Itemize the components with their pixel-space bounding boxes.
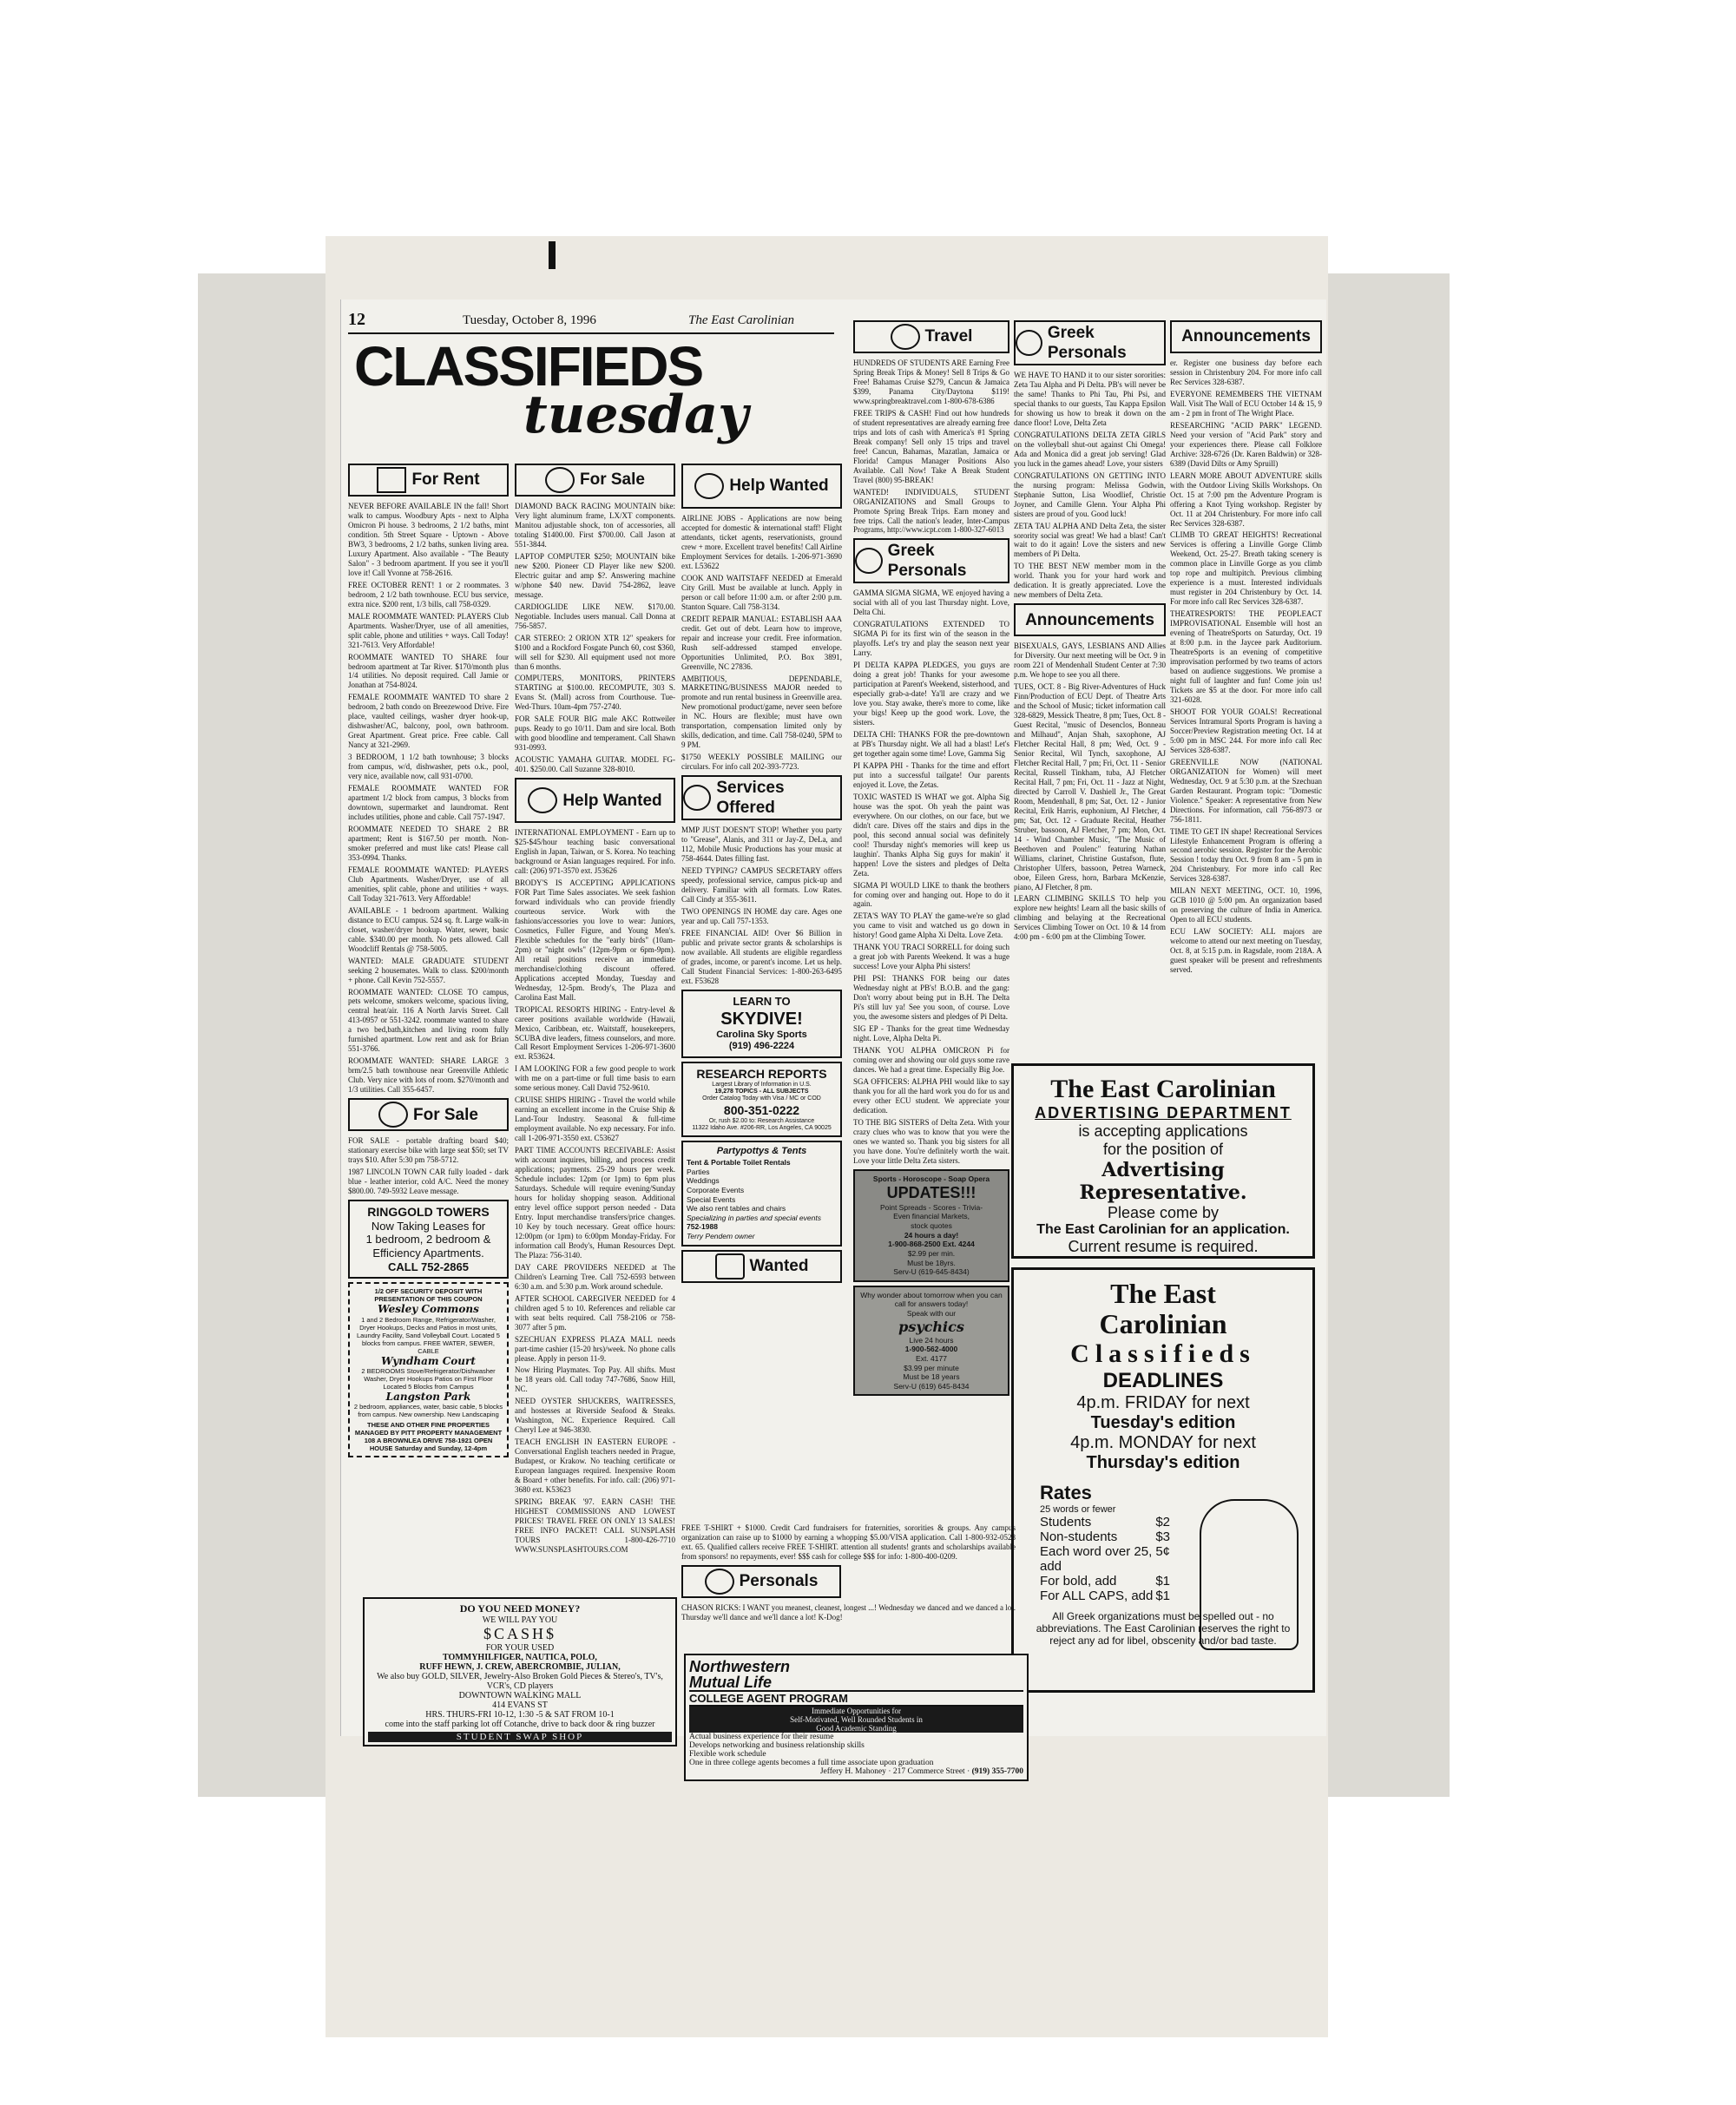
help-ad: CRUISE SHIPS HIRING - Travel the world while earning an excellent income in the Cruise Ship & Land-Tour Industry. Seasonal & full-time employment available. No exp necessary. For info. call 1-206-971-3550 ext. C53627 bbox=[515, 1095, 675, 1143]
sale-ad: FOR SALE - portable drafting board $40; stationary exercise bike with large seat $50; set TV trays $10. After 5:30 pm 758-5712. bbox=[348, 1136, 509, 1165]
sale-ad: COMPUTERS, MONITORS, PRINTERS STARTING at $100.00. RECOMPUTE, 303 S. Evans St. (Mall) across from Courthouse. Tue-Wed-Thurs. 10am-4pm 757-2740. bbox=[515, 674, 675, 712]
nw-bullet: Develops networking and business relationship skills bbox=[689, 1741, 865, 1750]
nw-headline: Good Academic Standing bbox=[816, 1724, 897, 1733]
help-ad: SPRING BREAK '97. EARN CASH! THE HIGHEST COMMISSIONS AND LOWEST PRICES! TRAVEL FREE ON ONLY 13 SALES! FREE INFO PACKET! CALL SUNSPLASH TOURS 1-800-426-7710 WWW.SUNSPLASHTOURS.COM bbox=[515, 1497, 675, 1554]
travel-ad: WANTED! INDIVIDUALS, STUDENT ORGANIZATIONS and Small Groups to Promote Spring Break Trips. Earn money and free trips. Call the nation's leader, Inter-Campus Programs, http://www.icpt.com 1-800-327-6013 bbox=[853, 487, 1009, 535]
help-wanted-title: Help Wanted bbox=[729, 477, 829, 496]
greek-title-mid: Greek Personals bbox=[887, 542, 967, 581]
rate-row bbox=[1023, 1574, 1170, 1589]
ad-dept-title: The East Carolinian bbox=[1050, 1075, 1276, 1103]
nw-program: COLLEGE AGENT PROGRAM bbox=[689, 1690, 1023, 1707]
greek-ad: CONGRATULATIONS DELTA ZETA GIRLS on the volleyball shut-out against Chi Omega! Ada and Monica did a great job serving! Glad you luck in the games ahead! Love, your sisters bbox=[1014, 430, 1166, 468]
for-sale-title: For Sale bbox=[580, 470, 645, 490]
rates-title: Rates bbox=[1040, 1482, 1092, 1504]
psychic-line: Must be 18 years bbox=[903, 1372, 960, 1382]
rate-row bbox=[1023, 1544, 1170, 1574]
cash-line: DOWNTOWN WALKING MALL bbox=[458, 1691, 582, 1700]
announcement: RESEARCHING "ACID PARK" LEGEND. Need your version of "Acid Park" story and your experiences there. Please call Folklore Archive: 328-6726 (Dr. Karen Baldwin) or 328-6389 (David Dilts or Amy Spruill) bbox=[1170, 420, 1322, 468]
coupon-ad bbox=[348, 1282, 509, 1457]
announcement: LEARN MORE ABOUT ADVENTURE skills with the Outdoor Living Skills Workshops. On Oct. 15 at 7:00 pm the Adventure Program is offering a Knot Tying workshop. Register by Oct. 11 at 204 Christenbury. For more info call Rec Services 328-6387. bbox=[1170, 470, 1322, 528]
wanted-title: Wanted bbox=[749, 1257, 809, 1276]
psychic-line: Live 24 hours bbox=[909, 1335, 954, 1345]
column-5 bbox=[1014, 317, 1166, 1059]
ad-dept-line: for the position of bbox=[1102, 1141, 1224, 1158]
wanted-personals-block bbox=[681, 1523, 1016, 1654]
greek-ad: SIGMA PI WOULD LIKE to thank the brothers for coming over and hanging out. Hope to do it again. bbox=[853, 880, 1009, 909]
services-title: Services Offered bbox=[716, 779, 785, 818]
coupon-prop-name: Wyndham Court bbox=[381, 1354, 476, 1367]
updates-title: UPDATES!!! bbox=[886, 1184, 976, 1202]
rate-label: Non-students bbox=[1040, 1529, 1118, 1545]
greek-ad: TOXIC WASTED IS WHAT we got. Alpha Sig house was the spot. Oh yeah the paint was everywhere. On our clothes, on our face, but we didn't care. Dives off the stairs and dips in the pool, this second annual social was definitely cool! Thursday night's memories will keep us laughin'. Thanks Alpha Sig guys for makin' it happen! Love the sisters and pledges of Delta Zeta. bbox=[853, 792, 1009, 878]
greek-ad: TO THE BEST NEW member mom in the world. Thank you for your hard work and dedication. It is greatly appreciated. Love the new members of Delta Zeta. bbox=[1014, 562, 1166, 600]
greek-ad: GAMMA SIGMA SIGMA, WE enjoyed having a social with all of you last Thursday night. Love, Delta Chi. bbox=[853, 589, 1009, 617]
rates-list bbox=[1023, 1515, 1170, 1603]
help-ad: DAY CARE PROVIDERS NEEDED at The Children's Learning Tree. Call 752-6593 between 6:30 a.m. and 5:30 p.m. Work around schedule. bbox=[515, 1262, 675, 1291]
ringgold-line: 1 bedroom, 2 bedroom & bbox=[365, 1233, 491, 1247]
greek-ad: WE HAVE TO HAND it to our sister sororities: Zeta Tau Alpha and Pi Delta. PB's will never be the same! Thanks to Phi Tau, Phi Psi, and special thanks to our guests, Tau Kappa Epsilon for showing us how to break it down on the dance floor! Love, Delta Zeta bbox=[1014, 371, 1166, 427]
updates-ad bbox=[853, 1169, 1009, 1282]
ad-dept-line: The East Carolinian for an application. bbox=[1036, 1222, 1290, 1237]
greek-ad: SIG EP - Thanks for the great time Wednesday night. Love, Alpha Delta Pi. bbox=[853, 1024, 1009, 1043]
research-alt: Or, rush $2.00 to: Research Assistance bbox=[708, 1117, 815, 1124]
skydive-phone: (919) 496-2224 bbox=[728, 1041, 795, 1052]
rate-price: 5¢ bbox=[1155, 1544, 1170, 1560]
nw-bullet: Actual business experience for their resume bbox=[689, 1733, 834, 1741]
nw-bullet: One in three college agents becomes a full time associate upon graduation bbox=[689, 1759, 934, 1767]
greek-ad: TO THE BIG SISTERS of Delta Zeta. With your crazy clues who was to know that you were the ones we wanted so. Thank you big sisters for all you have done. You're definitely worth the wait. Love your little Delta Zeta sisters. bbox=[853, 1117, 1009, 1165]
sale-ad: FOR SALE FOUR BIG male AKC Rottweiler pups. Ready to go 10/11. Dam and sire local. Both with good bloodline and temperament. Call Shawn 931-0993. bbox=[515, 714, 675, 753]
help-ad: $1750 WEEKLY POSSIBLE MAILING our circulars. For info call 202-393-7723. bbox=[681, 753, 842, 772]
partypottys-item: Special Events bbox=[687, 1194, 736, 1204]
house-icon bbox=[377, 467, 406, 493]
greek-ad: PI KAPPA PHI - Thanks for the time and effort put into a successful tailgate! Our parents enjoyed it. Love, the Zetas. bbox=[853, 760, 1009, 789]
rate-price: $3 bbox=[1155, 1529, 1170, 1545]
people-icon bbox=[694, 473, 724, 499]
help-ad: I AM LOOKING FOR a few good people to work with me on a part-time or full time basis to earn some serious money. Call David 752-9610. bbox=[515, 1064, 675, 1093]
rate-label: Students bbox=[1040, 1515, 1092, 1530]
greek-ad: THANK YOU ALPHA OMICRON Pi for coming over and showing our old guys some rave dances. We had a great time. Especially Big Joe. bbox=[853, 1046, 1009, 1074]
partypottys-owner: Terry Pendem owner bbox=[687, 1232, 755, 1241]
deadlines-line: 4p.m. FRIDAY for next bbox=[1076, 1393, 1250, 1413]
issue-date: Tuesday, October 8, 1996 bbox=[463, 313, 596, 327]
help-ad: BRODY'S IS ACCEPTING APPLICATIONS FOR Part Time Sales associates. We seek fashion forward individuals who can provide friendly courteous service. Work with the fashions/accessories you love to wear: Juniors, Cosmetics, Fuller Figure, and Young Men's. Flexible schedules for the "early birds" (10am-2pm) or "night owls" (12pm-9pm or 6pm-9pm). All retail positions receive an immediate merchandise/clothing discount offered. Applications accepted Monday, Tuesday and Wednesday, 12-5pm. Brody's, The Plaza and Carolina East Mall. bbox=[515, 878, 675, 1002]
announcements-header-mid bbox=[1014, 603, 1166, 636]
deadlines-title: The East bbox=[1110, 1278, 1216, 1309]
nw-bullet: Flexible work schedule bbox=[689, 1750, 766, 1759]
ad-dept-line: is accepting applications bbox=[1078, 1122, 1248, 1140]
northwestern-ad: Northwestern Mutual Life COLLEGE AGENT PROGRAM Immediate Opportunities for Self-Motivated, Well Rounded Students in Good Academic Standing Actual business experience for their resume Develops networking and business relationship skills Flexible work schedule One in three college agents becomes a full time associate upon graduation Jeffery H. Mahoney · 217 Commerce Street · (919) 355-7700 bbox=[684, 1654, 1029, 1781]
cash-line: come into the staff parking lot off Cotanche, drive to back door & ring buzzer bbox=[385, 1720, 655, 1729]
rent-ad: WANTED: MALE GRADUATE STUDENT seeking 2 housemates. Walk to class. $200/month + phone. Call Kevin 752-5557. bbox=[348, 956, 509, 984]
rate-price: $1 bbox=[1155, 1589, 1170, 1604]
research-order: Order Catalog Today with Visa / MC or COD bbox=[702, 1095, 821, 1102]
help-ad: AMBITIOUS, DEPENDABLE, MARKETING/BUSINESS MAJOR needed to promote and run rental business in Greenville area. New promotional product/game, never seen before in NC. Hours are flexible; must have own transportation, compensation limited only by skills, dedication, and time. Call 758-0240, 5PM to 9 PM. bbox=[681, 674, 842, 750]
deadlines-box bbox=[1011, 1267, 1315, 1693]
rent-ad: MALE ROOMMATE WANTED: PLAYERS Club Apartments. Washer/Dryer, use of all amenities, split cable, phone and utilities + ways. Call Today! 321-7613. Very Affordable! bbox=[348, 611, 509, 649]
travel-title: Travel bbox=[924, 327, 973, 346]
greek-header-mid bbox=[853, 538, 1009, 583]
cash-line: HRS. THURS-FRI 10-12, 1:30 -5 & SAT FROM 10-1 bbox=[425, 1710, 615, 1720]
skydive-company: Carolina Sky Sports bbox=[716, 1029, 807, 1040]
research-title: RESEARCH REPORTS bbox=[696, 1066, 827, 1081]
newspaper-page bbox=[340, 299, 1326, 1776]
sale-ad: CAR STEREO: 2 ORION XTR 12" speakers for $100 and a Rockford Fosgate Punch 60, cost $360, will sell for $230. All equipment used not more than 6 months. bbox=[515, 633, 675, 671]
nw-headline: Self-Motivated, Well Rounded Students in bbox=[790, 1715, 923, 1724]
ad-dept-line: Current resume is required. bbox=[1068, 1238, 1259, 1255]
announcement: GREENVILLE NOW (NATIONAL ORGANIZATION for Women) will meet Wednesday, Oct. 9 at 5:30 p.m. at the Szechuan Garden Restaurant. Program topic: "Domestic Violence." Speaker: A representative from New Directions. For information, call 756-8973 or 756-1811. bbox=[1170, 757, 1322, 824]
sale-ad: 1987 LINCOLN TOWN CAR fully loaded - dark blue - leather interior, cold A/C. Need the money $800.00. 749-5932 Leave message. bbox=[348, 1168, 509, 1195]
partypottys-sub: Tent & Portable Toilet Rentals bbox=[687, 1158, 791, 1168]
for-sale-title-left: For Sale bbox=[413, 1105, 478, 1124]
greek-ad: CONGRATULATIONS ON GETTING INTO the nursing program: Melissa Godwin, Stephanie Sutton, Lisa Woodlief, Christie Joyner, and Camille Glenn. Your Alpha Phi sisters are proud of you. Good luck! bbox=[1014, 470, 1166, 518]
help-ad: PART TIME ACCOUNTS RECEIVABLE: Assist with account inquires, billing, and process credit applications; payments. 25-29 hours per week. Schedule includes: 12pm (or 1pm) to 6pm plus Saturdays. Schedule will require evening/Sunday hours for holiday shopping season. Additional entry level office support person needed - Data Entry. Input merchandise transfers/price changes. 10 Key by touch necessary. Great office hours: 12:00pm (or 1pm) to 6:00pm Monday-Friday. For information call Brody's, Human Resources Dept. The Plaza: 756-3140. bbox=[515, 1146, 675, 1260]
psychic-line: Speak with our bbox=[906, 1309, 957, 1319]
car-icon bbox=[715, 1253, 745, 1279]
greek-ad: THANK YOU TRACI SORRELL for doing such a great job with Parents Weekend. It was a huge success! Love your Alpha Phi sisters! bbox=[853, 943, 1009, 971]
greek-ad: CONGRATULATIONS EXTENDED TO SIGMA Pi for its first win of the season in the playoffs. Let's try and play the season next year Larry. bbox=[853, 620, 1009, 658]
column-6 bbox=[1170, 317, 1322, 1059]
help-ad: INTERNATIONAL EMPLOYMENT - Earn up to $25-$45/hour teaching basic conversational English in Japan, Taiwan, or S. Korea. No teaching background or Asian languages required. For info. call: (206) 971-3570 ext. J53626 bbox=[515, 828, 675, 876]
help-wanted-title-2: Help Wanted bbox=[562, 791, 662, 810]
updates-line: $2.99 per min. bbox=[907, 1248, 956, 1258]
partypottys-ad bbox=[681, 1141, 842, 1246]
announcement: CLIMB TO GREAT HEIGHTS! Recreational Services is offering a Linville Gorge Climb Weekend, Oct. 25-27. Breath taking scenery is common place in Linville Gorge as you climb top rope and multipitch. Previous climbing experience is a must. Interested individuals must register in 204 Christenbury by Oct. 14. For more info call Rec Services 328-6387. bbox=[1170, 530, 1322, 607]
announcement: LEARN CLIMBING SKILLS TO help you explore new heights! Learn all the basic skills of climbing and belaying at the Recreational Services Climbing Tower on Oct. 10 & 14 from 4:00 pm - 6:00 pm at the Climbing Tower. bbox=[1014, 894, 1166, 942]
announcements-title: Announcements bbox=[1181, 327, 1311, 346]
nw-headline: Immediate Opportunities for bbox=[812, 1707, 901, 1715]
paper-name: The East Carolinian bbox=[688, 313, 794, 327]
greek-ad: ZETA'S WAY TO PLAY the game-we're so glad you came to visit and watched us go down in history! Good game Alpha Xi Delta. Love Zeta. bbox=[853, 911, 1009, 940]
rate-row bbox=[1023, 1529, 1170, 1544]
deadlines-line: Tuesday's edition bbox=[1090, 1413, 1236, 1433]
research-topics: 19,278 TOPICS - ALL SUBJECTS bbox=[714, 1088, 809, 1095]
scan-mark bbox=[549, 241, 556, 269]
heart-arrow-icon bbox=[705, 1569, 734, 1595]
updates-line: Even financial Markets, bbox=[893, 1212, 970, 1221]
ad-dept-position: Advertising Representative. bbox=[1079, 1159, 1247, 1204]
rate-row bbox=[1023, 1515, 1170, 1529]
reader-illustration bbox=[1200, 1499, 1299, 1650]
greek-ad: PHI PSI: THANKS FOR being our dates Wednesday night at PB's! B.O.B. and the gang: Don't worry about being put in B.H. The Delta Pi's still luv ya! See you soon, of course. Love you, the awesome sisters and pledges of Pi Delta. bbox=[853, 974, 1009, 1022]
tools-icon bbox=[683, 785, 711, 811]
psychic-word: psychics bbox=[898, 1318, 964, 1335]
cash-line: We also buy GOLD, SILVER, Jewelry-Also Broken Gold Pieces & Stereo's, TV's, VCR's, CD players bbox=[377, 1672, 663, 1691]
skydive-headline: SKYDIVE! bbox=[720, 1009, 803, 1029]
ad-dept-dept: ADVERTISING DEPARTMENT bbox=[1035, 1104, 1292, 1122]
ad-dept-box bbox=[1011, 1063, 1315, 1259]
partypottys-item: Corporate Events bbox=[687, 1185, 745, 1194]
nw-brand: Northwestern bbox=[689, 1658, 791, 1675]
page-header bbox=[341, 299, 836, 329]
rent-ad: 3 BEDROOM, 1 1/2 bath townhouse; 3 blocks from campus, w/d, dishwasher, pets o.k., pool, very nice, available now, call 931-0700. bbox=[348, 753, 509, 781]
service-ad: MMP JUST DOESN'T STOP! Whether you party to "Grease", Alanis, and 311 or Jay-Z, DeLa, and 112, Mobile Music Productions has your music at 758-4644. Dates filling fast. bbox=[681, 826, 842, 864]
travel-ad: HUNDREDS OF STUDENTS ARE Earning Free Spring Break Trips & Money! Sell 8 Trips & Go Free! Bahamas Cruise $279, Cancun & Jamaica $399, Panama City/Daytona $119! www.springbreaktravel.com 1-800-678-6386 bbox=[853, 359, 1009, 405]
airplane-icon bbox=[891, 324, 920, 350]
page-number: 12 bbox=[348, 310, 365, 329]
help-ad: SZECHUAN EXPRESS PLAZA MALL needs part-time cashier (15-20 hrs)/week. No phone calls please. Apply in person 11-9. bbox=[515, 1334, 675, 1363]
psychic-ext: Ext. 4177 bbox=[916, 1353, 947, 1363]
coupon-prop-text: 2 BEDROOMS Stove/Refrigerator/Dishwasher Washer, Dryer Hookups Patios on First Floor Located 5 Blocks from Campus bbox=[361, 1366, 496, 1391]
deadlines-title: Carolinian bbox=[1099, 1308, 1227, 1340]
for-rent-title: For Rent bbox=[411, 470, 480, 490]
updates-line: Serv-U (619-645-8434) bbox=[893, 1267, 970, 1277]
cash-line: 414 EVANS ST bbox=[492, 1700, 548, 1710]
deadlines-heading: DEADLINES bbox=[1102, 1369, 1224, 1393]
rent-ad: FEMALE ROOMMATE WANTED: PLAYERS Club Apartments. Washer/Dryer, use of all amenities, split cable, phone and utilities + ways. Call Today 321-7613. Very Affordable! bbox=[348, 865, 509, 903]
announcement: ECU LAW SOCIETY: ALL majors are welcome to attend our next meeting on Tuesday, Oct. 8, at 5:15 p.m. in Ragsdale, room 218A. A guest speaker will be present and refreshments served. bbox=[1170, 927, 1322, 975]
sale-ad: ACOUSTIC YAMAHA GUITAR. MODEL FG-401. $250.00. Call Suzanne 328-8010. bbox=[515, 755, 675, 774]
greek-ad: ZETA TAU ALPHA AND Delta Zeta, the sister sorority social was great! We had a blast! Can't wait to do it again! Love the sisters and new members of Pi Delta. bbox=[1014, 521, 1166, 559]
help-ad: TEACH ENGLISH IN EASTERN EUROPE - Conversational English teachers needed in Prague, Budapest, or Krakow. No teaching certificate or European languages required. Inexpensive Room & Board + other benefits. For info. call: (206) 971-3680 ext. K53623 bbox=[515, 1437, 675, 1495]
cash-headline: $CASH$ bbox=[483, 1625, 556, 1642]
announcements-title-mid: Announcements bbox=[1025, 610, 1154, 629]
people-icon bbox=[528, 787, 557, 813]
nw-address: 217 Commerce Street bbox=[892, 1767, 965, 1776]
skydive-ad bbox=[681, 990, 842, 1058]
partypottys-item: Weddings bbox=[687, 1176, 720, 1186]
sale-ad: LAPTOP COMPUTER $250; MOUNTAIN bike new $200. Pioneer CD Player like new $200. Electric guitar and amp $?. Answering machine w/phone $40 new. David 754-2862, leave message. bbox=[515, 551, 675, 599]
help-wanted-header bbox=[681, 464, 842, 509]
partypottys-item: We also rent tables and chairs bbox=[687, 1204, 786, 1214]
help-ad: AIRLINE JOBS - Applications are now being accepted for domestic & international staff! Flight attendants, ticket agents, reservationists, ground crew + more. Excellent travel benefits! Call Airline Employment Services for details. 1-206-971-3690 ext. L53622 bbox=[681, 514, 842, 570]
nw-phone: (919) 355-7700 bbox=[971, 1767, 1023, 1776]
help-ad: CREDIT REPAIR MANUAL: ESTABLISH AAA credit. Get out of debt. Learn how to improve, repair and increase your credit. Free information. Rush self-addressed stamped envelope. Opportunities Unlimited, P.O. Box 3891, Greenville, NC 27836. bbox=[681, 614, 842, 671]
rent-ad: NEVER BEFORE AVAILABLE IN the fall! Short walk to campus. Woodbury Apts - next to Alpha Omicron Pi house. 3 bedrooms, 2 1/2 baths, mint condition. 5th Street Square - Uptown - Above BW3, 3 bedrooms, 2 1/2 baths, sunken living area. Luxury Apartment. Also available - "The Beauty Salon" - 3 bedroom apartment. If you see it you'll love it! Call Yvonne at 758-2616. bbox=[348, 502, 509, 577]
updates-line: Point Spreads - Scores - Trivia- bbox=[879, 1202, 983, 1212]
help-ad: NEED OYSTER SHUCKERS, WAITRESSES, and hostesses at Riverside Seafood & Steaks. Washington, NC. Experience Required. Call Cheryl Lee at 946-3830. bbox=[515, 1397, 675, 1435]
help-wanted-header-2 bbox=[515, 778, 675, 823]
ringgold-phone: CALL 752-2865 bbox=[388, 1260, 469, 1273]
rate-price: $2 bbox=[1155, 1515, 1170, 1530]
psychic-line: Why wonder about tomorrow when you can call for answers today! bbox=[860, 1290, 1003, 1309]
wanted-header bbox=[681, 1250, 842, 1283]
greek-helmet-icon bbox=[855, 548, 883, 574]
ringgold-line: Efficiency Apartments. bbox=[372, 1246, 484, 1260]
cash-line: WE WILL PAY YOU bbox=[482, 1615, 558, 1625]
announcement: TUES, OCT. 8 - Big River-Adventures of Huck Finn/Production of ECU Dept. of Theatre Arts and the School of Music; ticket information call 328-6829, Messick Theatre, 8 pm; Tues, Oct. 8 - Guest Recital, "music of Desenclos, Bonneau and Milhaud", Anjan Shah, saxophone, AJ Fletcher Recital Hall, 8 pm; Wed, Oct. 9 - Senior Recital, Wil Tynch, saxophone, AJ Fletcher Recital Hall, 7 pm; Fri, Oct. 11 - Senior Recital, Russell Tinkham, tuba, AJ Fletcher Recital Hall, 7 pm; Fri, Oct. 11 - Jazz at Night, directed by Carroll V. Dashiell Jr., The Great Room, Mendenhall, 8 pm; Sat, Oct. 12 - Junior Recital, Erik Harris, euphonium, AJ Fletcher, 4 pm; Sat, Oct. 12 - Graduate Recital, Heather Struber, bassoon, AJ Fletcher, 7 pm; Mon, Oct. 14 - Wind Chamber Music, "The Music of Beethoven and Poulenc" featuring Nathan Williams, clarinet, Christine Gustafson, flute, Christopher Ulfers, bassoon, Petrea Warneck, oboe, Eileen Gress, horn, Barbara McKenzie, piano, AJ Fletcher, 8 pm. bbox=[1014, 682, 1166, 891]
psychic-line: Serv-U (619) 645-8434 bbox=[893, 1381, 970, 1391]
greek-title-right: Greek Personals bbox=[1047, 323, 1127, 362]
travel-ad: FREE TRIPS & CASH! Find out how hundreds of student representatives are already earning free trips and lots of cash with America's #1 Spring Break company! Sell only 15 trips and travel free! Cancun, Bahamas, Mazatlan, Jamaica or Florida! Campus Manager Positions Also Available. Call Now! Take A Break Student Travel (800) 95-BREAK! bbox=[853, 408, 1009, 484]
deadlines-title: Classifieds bbox=[1070, 1339, 1256, 1369]
help-ad: Now Hiring Playmates. Top Pay. All shifts. Must be 18 years old. Call today 747-7686, Snow Hill, NC. bbox=[515, 1365, 675, 1394]
wanted-ad: FREE T-SHIRT + $1000. Credit Card fundraisers for fraternities, sororities & groups. Any campus organization can raise up to $1000 by earning a whopping $5.00/VISA application. Call 1-800-932-0528 ext. 65. Qualified callers receive FREE T-SHIRT. attention all students! grants and scholarships available from sponsors! no repayments, ever! $$$ cash for college $$$ for info: 1-800-400-0209. bbox=[681, 1523, 1016, 1561]
announcement: TIME TO GET IN shape! Recreational Services Lifestyle Enhancement Program is offering a second aerobic session. Register for the Aerobic Session ! today thru Oct. 9 from 8 am - 5 pm in 204 Christenbury. For more info call Rec Services 328-6387. bbox=[1170, 826, 1322, 884]
greek-ad: PI DELTA KAPPA PLEDGES, you guys are doing a great job! Thanks for your awesome participation at Parent's Weekend, sisterhood, and especially grab-a-date! Ya'll are crazy and we love you. Stay awake, there's more to come, like your bigs! Keep up the good work. Love, the sisters. bbox=[853, 661, 1009, 727]
travel-header bbox=[853, 320, 1009, 353]
coupon-heading: 1/2 OFF SECURITY DEPOSIT WITH PRESENTATION OF THIS COUPON bbox=[374, 1287, 483, 1304]
column-2 bbox=[515, 460, 675, 1619]
rate-label: For bold, add bbox=[1040, 1574, 1117, 1589]
research-sub: Largest Library of Information in U.S. bbox=[712, 1081, 812, 1088]
announcement: THEATRESPORTS! THE PEOPLEACT IMPROVISATIONAL Ensemble will host an evening of TheatreSports on Saturday, Oct. 19 at 8:00 p.m. in the Jaycee park Auditorium. TheatreSports is an evening of competitive improvisation performed by two teams of actors based on audience suggestions. We promise a night full of laughter and fun! Come join us! Tickets are $5 at the door. For more info call 321-6028. bbox=[1170, 609, 1322, 704]
announcement: BISEXUALS, GAYS, LESBIANS AND Allies for Diversity. Our next meeting will be Oct. 9 in room 221 of Mendenhall Student Center at 7:30 p.m. We hope to see you all there. bbox=[1014, 641, 1166, 680]
updates-line: stock quotes bbox=[911, 1221, 952, 1231]
cash-line: FOR YOUR USED bbox=[485, 1643, 555, 1653]
partypottys-name: Partypottys & Tents bbox=[716, 1146, 807, 1157]
cash-footer: STUDENT SWAP SHOP bbox=[368, 1732, 672, 1742]
coupon-prop-text: 2 bedroom, appliances, water, basic cable, 5 blocks from campus. New ownership. New Landscaping bbox=[353, 1403, 503, 1419]
coupon-prop-name: Langston Park bbox=[385, 1390, 471, 1403]
research-phone: 800-351-0222 bbox=[723, 1102, 800, 1117]
announcement: er. Register one business day before each session in Christenbury 204. For more info call Rec Services 328-6387. bbox=[1170, 359, 1322, 386]
deadlines-line: Thursday's edition bbox=[1086, 1453, 1240, 1473]
coupon-footer: THESE AND OTHER FINE PROPERTIES MANAGED BY PITT PROPERTY MANAGEMENT 108 A BROWNLEA DRIVE 758-1921 OPEN HOUSE Saturday and Sunday, 12-4pm bbox=[354, 1421, 503, 1453]
ringgold-name: RINGGOLD TOWERS bbox=[367, 1204, 490, 1219]
announcement: SHOOT FOR YOUR GOALS! Recreational Services Intramural Sports Program is having a Soccer/Preview Registration meeting Oct. 14 at 5:00 pm in MSC 244. For more info call Rec Services 328-6387. bbox=[1170, 707, 1322, 754]
psychic-phone: 1-900-562-4000 bbox=[904, 1345, 958, 1354]
service-ad: NEED TYPING? CAMPUS SECRETARY offers speedy, professional service, campus pick-up and delivery. Familiar with all formats. Low Rates. Call Cindy at 355-3611. bbox=[681, 866, 842, 904]
coupon-prop-name: Wesley Commons bbox=[378, 1303, 479, 1316]
deadlines-line: 4p.m. MONDAY for next bbox=[1070, 1433, 1256, 1453]
research-ad bbox=[681, 1062, 842, 1138]
rent-ad: ROOMMATE NEEDED TO SHARE 2 BR apartment; Rent is $167.50 per month. Non-smoker preferred and must like cats! Please call 353-0994. Thanks. bbox=[348, 825, 509, 862]
column-1 bbox=[348, 460, 509, 1615]
announcement: EVERYONE REMEMBERS THE VIETNAM Wall. Visit The Wall of ECU October 14 & 15, 9 am - 2 pm in front of The Wright Place. bbox=[1170, 389, 1322, 418]
updates-line: Must be 18yrs. bbox=[907, 1258, 956, 1267]
help-ad: AFTER SCHOOL CAREGIVER NEEDED for 4 children aged 5 to 10. References and reliable car with seat belts required. Call 758-2106 or 758-3077 after 5 pm. bbox=[515, 1293, 675, 1332]
column-4 bbox=[853, 317, 1009, 1649]
ad-dept-line: Please come by bbox=[1107, 1204, 1220, 1221]
service-ad: FREE FINANCIAL AID! Over $6 Billion in public and private sector grants & scholarships is now available. All students are eligible regardless of grades, income, or parent's income. Let us help. Call Student Financial Services: 1-800-263-6495 ext. F53628 bbox=[681, 928, 842, 985]
rate-label: For ALL CAPS, add bbox=[1040, 1589, 1154, 1604]
rent-ad: FEMALE ROOMMATE WANTED FOR apartment 1/2 block from campus, 3 blocks from downtown, supermarket and laundromat. Rent includes utilities, phone and cable. Call 757-1947. bbox=[348, 784, 509, 822]
personals-title: Personals bbox=[739, 1572, 819, 1591]
rates-sub: 25 words or fewer bbox=[1040, 1504, 1116, 1516]
help-ad: COOK AND WAITSTAFF NEEDED at Emerald City Grill. Must be available at lunch. Apply in person or call before 11:00 a.m. or after 2:00 p.m. Stanton Square. Call 758-3134. bbox=[681, 573, 842, 611]
cash-line: DO YOU NEED MONEY? bbox=[459, 1602, 581, 1615]
psychic-ad bbox=[853, 1286, 1009, 1397]
dollar-tag-icon bbox=[545, 467, 575, 493]
nw-brand: Mutual Life bbox=[689, 1674, 772, 1691]
personals-header bbox=[681, 1565, 841, 1598]
greek-header-right bbox=[1014, 320, 1166, 365]
sale-ad: CARDIOGLIDE LIKE NEW. $170.00. Negotiable. Includes users manual. Call Donna at 756-5857. bbox=[515, 602, 675, 630]
rent-ad: FEMALE ROOMMATE WANTED TO share 2 bedroom, 2 bath condo on Breezewood Drive. Fire place, vaulted ceilings, washer dryer hook-up, dishwasher/AC, balcony, pool, own bathroom. Great Apartment. Great price. Free cable. Call Nancy at 321-2969. bbox=[348, 693, 509, 750]
ringgold-line: Now Taking Leases for bbox=[371, 1219, 486, 1233]
partypottys-item: Parties bbox=[687, 1167, 710, 1176]
greek-helmet-icon bbox=[1016, 330, 1042, 356]
coupon-prop-text: 1 and 2 Bedroom Range, Refrigerator/Washer, Dryer Hookups, Decks and Patios in most units, Laundry Facility, Sand Volleyball Court. Located 5 blocks from campus. FREE WATER, SEWER, CABLE bbox=[357, 1315, 500, 1355]
for-rent-header bbox=[348, 464, 509, 497]
deadlines-note: All Greek organizations must be spelled out - no abbreviations. The East Carolinian reserves the right to reject any ad for libel, obscenity and/or bad taste. bbox=[1036, 1610, 1291, 1648]
research-address: 11322 Idaho Ave. #206-RR, Los Angeles, CA 90025 bbox=[692, 1124, 832, 1131]
for-sale-header-left bbox=[348, 1098, 509, 1131]
cash-line: TOMMYHILFIGER, NAUTICA, POLO, bbox=[443, 1653, 597, 1662]
rent-ad: ROOMMATE WANTED TO SHARE four bedroom apartment at Tar River. $170/month plus 1/4 utilities. No deposit required. Call Jamie or Jonathan at 754-8024. bbox=[348, 652, 509, 690]
cash-line: RUFF HEWN, J. CREW, ABERCROMBIE, JULIAN, bbox=[419, 1662, 621, 1672]
classifieds-subtitle: tuesday bbox=[523, 385, 748, 445]
dollar-tag-icon bbox=[378, 1102, 408, 1128]
updates-phone: 1-900-868-2500 Ext. 4244 bbox=[888, 1240, 975, 1249]
service-ad: TWO OPENINGS IN HOME day care. Ages one year and up. Call 757-1353. bbox=[681, 906, 842, 925]
sale-ad: DIAMOND BACK RACING MOUNTAIN bike: Very light aluminum frame, LX/XT components. Manitou adjustable shock, ton of accessories, all totaling $1400.00. First $700.00. Call Jason at 551-3844. bbox=[515, 502, 675, 549]
personal-ad: CHASON RICKS: I WANT you meanest, cleanest, longest ...! Wednesday we danced and we danced a lot. Thursday we'll dance and we'll dance a lot! K-Dog! bbox=[681, 1602, 1016, 1622]
for-sale-header bbox=[515, 464, 675, 497]
help-ad: TROPICAL RESORTS HIRING - Entry-level & career positions available worldwide (Hawaii, Mexico, Caribbean, etc. Waitstaff, housekeepers, SCUBA dive leaders, fitness counselors, and more. Call Resort Employment Services 1-206-971-3600 ext. R53624. bbox=[515, 1004, 675, 1062]
updates-line: 24 hours a day! bbox=[904, 1230, 959, 1240]
rent-ad: ROOMMATE WANTED: SHARE LARGE 3 brm/2.5 bath townhouse near Greenville Athletic Club. Very nice with lots of room. $270/month and 1/3 utilities. Call 355-6457. bbox=[348, 1056, 509, 1095]
partypottys-tag: Specializing in parties and special events bbox=[687, 1213, 821, 1222]
rate-label: Each word over 25, add bbox=[1040, 1544, 1153, 1575]
rent-ad: AVAILABLE - 1 bedroom apartment. Walking distance to ECU campus. 524 sq. ft. Large walk-in closet, washer/dryer hookup. Water, sewer, basic cable. $340.00 per month. No pets allowed. Call Woodcliff Rentals @ 758-5005. bbox=[348, 905, 509, 953]
rent-ad: ROOMMATE WANTED: CLOSE TO campus, pets welcome, smokers welcome, spacious living, central heat/air. 116 A North Jarvis Street. Call 413-0957 or 551-3242. roommate wanted to share a two bed,bath,kitchen and living room fully furnished apartment. Low rent and ask for Brian 551-3766. bbox=[348, 987, 509, 1054]
rent-ad: FREE OCTOBER RENT! 1 or 2 roommates. 3 bedroom, 2 1/2 bath townhouse. ECU bus service, extra nice. $200 rent, 1/3 bills, call 758-0329. bbox=[348, 580, 509, 608]
psychic-line: $3.99 per minute bbox=[904, 1363, 959, 1372]
partypottys-phone: 752-1988 bbox=[687, 1222, 718, 1232]
announcements-header bbox=[1170, 320, 1322, 353]
classifieds-title: CLASSIFIEDS bbox=[354, 335, 703, 398]
nw-contact: Jeffery H. Mahoney bbox=[819, 1767, 886, 1776]
services-header bbox=[681, 775, 842, 820]
updates-top: Sports - Horoscope - Soap Opera bbox=[872, 1174, 990, 1183]
ringgold-ad bbox=[348, 1200, 509, 1279]
announcement: MILAN NEXT MEETING, OCT. 10, 1996, GCB 1010 @ 5:00 pm. An organization based on preserving the culture of India in America. Open to all ECU students. bbox=[1170, 886, 1322, 924]
greek-ad: DELTA CHI: THANKS FOR the pre-downtown at PB's Thursday night. We all had a blast! Let's get together again some time! Love, Gamma Sig bbox=[853, 730, 1009, 758]
rate-row bbox=[1023, 1589, 1170, 1603]
cash-ad bbox=[363, 1597, 677, 1746]
greek-ad: SGA OFFICERS: ALPHA PHI would like to say thank you for all the hard work you do for us and every other ECU student. We appreciate your dedication. bbox=[853, 1076, 1009, 1115]
column-3 bbox=[681, 460, 842, 1641]
rate-price: $1 bbox=[1155, 1574, 1170, 1589]
skydive-line: LEARN TO bbox=[733, 994, 791, 1008]
